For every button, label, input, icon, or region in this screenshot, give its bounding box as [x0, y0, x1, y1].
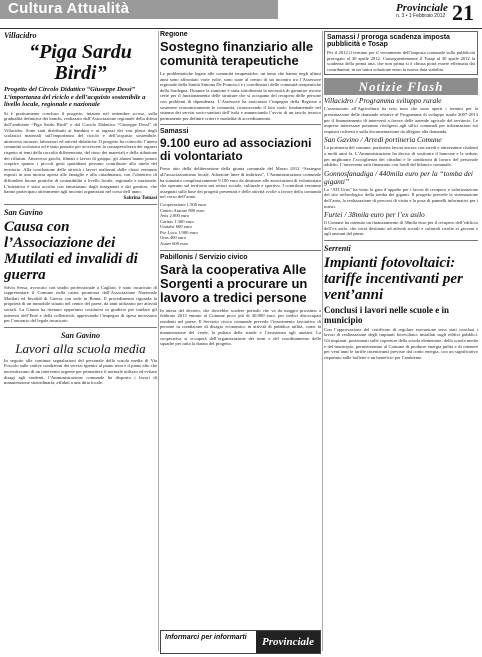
newspaper-logo: Provinciale [396, 2, 448, 14]
article-separator [4, 327, 157, 328]
ad-slogan: Informarci per informarti [161, 631, 256, 653]
section-band [0, 0, 278, 19]
column-divider [158, 31, 159, 651]
article-signature: Sabrina Tomasi [123, 195, 157, 201]
flash-body [324, 145, 478, 167]
article-text: Si è praticamente concluso il progetto, iniziato nel settembre scorso, sulla gradualità definitiva dei banchi, realizzato dall’Associazione regionale della difesa dell’ambiente “Piga Sardu Birdi” e dal Circolo Didattico “Giuseppe Dessì” di Villacidro. Sono stati distribuiti ai bambini e ai ragazzi dei vari plessi degli scolastici materiali sull’importanza del riciclo e dell’acquisto sostenibile, attraverso incontri, laboratori ed attività didattiche. Il progetto ha coinvolto l’intera comunità scolastica ed è stato pensato per accrescere la consapevolezza dei ragazzi rispetto ai temi della raccolta differenziata, del riuso dei materiali e della riduzione dei rifiutim. Attraverso giochi, filmati e lavori di gruppo, gli alunni hanno potuto scoprire quanto i piccoli gesti quotidiani possano contribuire alla tutela del territorio. Alla conclusione delle attività i lavori realizzati dalle classi verranno esposti in una mostra aperta alle famiglie e alla cittadinanza, con l’obiettivo di diffondere buone pratiche di sostenibilità a livello locale, regionale e nazionale. L’iniziativa è stata accolta con entusiasmo dagli insegnanti e dai genitori, che hanno partecipato attivamente agli incontri organizzati nel corso dell’anno. [4, 110, 157, 195]
article-location: Pabillonis / Servizio civico [160, 253, 248, 261]
article-separator [160, 250, 321, 251]
flash-body [324, 187, 478, 209]
article-text: Le problematiche legate alle comunità terapeutiche, un tema che hanno negli ultimi anni sono affrontato varie volte, sono state al centro di un incontro tra l’Assessore regionale della Sanità Simona De Francisci e i coordinatori delle comunità terapeutiche della Sardegna. Durante la riunione è stata sottolineata la necessità di garantire risorse certe per il funzionamento delle strutture che si occupano del recupero delle persone con problemi di dipendenza. L’Assessore ha assicurato l’impegno della Regione a sostenere economicamente le comunità, riconoscendo il loro ruolo fondamentale nel sistema dei servizi socio-sanitari dell’isola e annunciando l’avvio di un tavolo tecnico permanente per definire criteri e modalità di accreditamento. [160, 71, 321, 121]
article-separator [4, 204, 157, 205]
notice-text: Per il 2012 il termine per il versamento dell’imposta comunale sulla pubblicità prorogato al 30 aprile 2012. Conseguentemente il Tosap al 30 aprile 2012 la scadenza della prima rata, che non prima si è chiusa potrà essere effettuata dai contribuenti, in un’unica soluzione entro la nuova data stabilita. [327, 50, 475, 72]
flash-heading: Gonnosfanadiga / 440mila euro per la “tomba dei giganti” [324, 168, 473, 186]
article-text: Preso atto della deliberazione della giunta comunale del Marzo 2012 “Sostegno all’associazionismo locale. Adozione linee di indirizzo”, l’Amministrazione comunale ha stanziato complessivamente 9.100 euro da destinare alle associazioni di volontariato che operano sul territorio nei settori sociale, culturale e sportivo. I contributi verranno assegnati sulla base dei progetti presentati e delle attività svolte a favore della comunità nel corso dell’anno. [160, 166, 321, 200]
article-body [160, 71, 321, 121]
article-body [160, 166, 321, 200]
ad-logo: Provinciale [256, 631, 320, 653]
article-subtitle: Conclusi i lavori nelle scuole e in municipio [324, 304, 449, 325]
flash-body [324, 220, 478, 237]
article-location: San Gavino [4, 207, 43, 217]
page-number: 21 [452, 0, 474, 25]
article-separator [324, 240, 478, 241]
left-column [4, 31, 157, 651]
article-title: “Piga Sardu Birdi” [29, 41, 132, 84]
section-title: Cultura Attualità [8, 0, 130, 17]
contribution-list: Cooperazione 1.500 euro Centro Aiutare 800 euro Avis 2.000 euro Caritas 1.300 euro Unitalsi 600 euro Pro Loco 1.900 euro Oras 400 euro Auser 600 euro [160, 201, 207, 247]
right-column [324, 31, 478, 651]
notice-body [327, 50, 475, 72]
middle-column [160, 31, 321, 627]
article-body [4, 285, 157, 324]
article-title: Sarà la cooperativa Alle Sorgenti a procurare un lavoro a tredici persone [160, 261, 308, 305]
flash-heading: San Gavino / Arredi portineria Comune [324, 135, 442, 145]
article-location: Samassi [160, 128, 189, 136]
article-body [4, 111, 157, 195]
article-location: Serrenti [324, 243, 351, 253]
article-title: Impianti fotovoltaici: tariffe incentivanti per vent’anni [324, 254, 463, 303]
article-location: San Gavino [61, 330, 100, 340]
page-header [0, 0, 482, 28]
article-text: Con l’approvazione del certificato di regolare esecuzione sono stati conclusi i lavori di realizzazione degli impianti fotovoltaici installati sugli edifici pubblici. Gli impianti, posizionati sulle coperture della scuola elementare, della scuola media e del municipio, permetteranno al Comune di produrre energia pulita e di ottenere per vent’anni le tariffe incentivanti previste dal conto energia, con un significativo risparmio sulle bollette e un beneficio per l’ambiente. [324, 326, 478, 360]
article-separator [160, 124, 321, 125]
column-divider [322, 31, 323, 651]
article-location: Villacidro [4, 31, 37, 40]
flash-text: L’assessorato all’Agricoltura ha reso noto che sono aperti i termini per la presentazione delle domande relative al Programma di sviluppo rurale 2007-2013 per il finanziamento di interventi a favore delle aziende agricole del territorio. Le imprese interessate potranno rivolgersi agli uffici comunali per informazioni sui requisiti richiesti e sulla documentazione da allegare alla domanda. [324, 106, 478, 134]
article-body [160, 308, 321, 347]
article-title: 9.100 euro ad associazioni di volontariato [160, 136, 312, 164]
flash-text: Il Comune ha ottenuto un finanziamento di 38mila euro per il recupero dell’edificio dell’ex asilo, che verrà destinato ad attività sociali e culturali rivolte ai giovani e agli anziani del paese. [324, 220, 478, 237]
article-text: In seguito alle continue segnalazioni del personale della scuola media di Via Foscolo sulle cattive condizioni dei servizi igienici al piano terra e il piano alto che necessitavano di un intervento urgente per permettere il normale utilizzo ed evitare disagi agli studenti, l’Amministrazione comunale ha disposto i lavori di manutenzione straordinaria, affidati a una ditta locale. [4, 357, 157, 386]
article-location: Regione [160, 31, 188, 38]
notice-box [324, 31, 478, 75]
article-title: Lavori alla scuola media [15, 340, 146, 356]
article-text: Silvio Sessa, avvocato con studio professionale a Cagliari, è stato incaricato di rappresentare il Comune nella causa promossa dall’Associazione Nazionale Mutilati ed Invalidi di Guerra con sede in Roma. Il procedimento riguarda la proprietà di un immobile situato nel centro del paese, da anni utilizzato per attività sociali. La Giunta ha ritenuto opportuno costituirsi in giudizio per tutelare gli interessi dell’Ente e della collettività, approvando l’impegno di spesa necessario per l’onorario del legale incaricato. [4, 284, 157, 324]
article-body [4, 358, 157, 386]
flash-body [324, 106, 478, 134]
article-text: In attesa del decreto, che dovrebbe scadere periodo che va da maggio prossimo a febbraio 2013 entrato al Comune poco più di 40.000 euro, per tredici disoccupati residenti nel paese. Il Servizio civico comunale prevede l’inserimento lavorativo di persone in condizione di disagio economico in attività di pubblica utilità, come la manutenzione del verde, la pulizia delle strade e l’assistenza agli anziani. La cooperativa si occuperà dell’organizzazione dei turni e del coordinamento delle squadre per tutta la durata del progetto. [160, 307, 321, 347]
flash-text: La portineria del comune, portineria lavora ancora con arredi e attrezzature risalenti a molti anni fa. L’Amministrazione ha deciso di sostituire il bancone e le sedute, per migliorare l’accoglienza dei cittadini e le condizioni di lavoro del personale addetto. L’intervento sarà finanziato con fondi del bilancio comunale. [324, 145, 478, 168]
advertisement-box [160, 630, 321, 654]
news-flash-banner: Notizie Flash [324, 78, 478, 95]
flash-heading: Villacidro / Programma sviluppo rurale [324, 96, 442, 106]
article-title: Causa con l’Associazione dei Mutilati ed invalidi di guerra [4, 218, 138, 283]
flash-heading: Furtei / 38mila euro per l’ex asilo [324, 210, 425, 220]
issue-date: n. 3 • 1 Febbraio 2012 [396, 13, 446, 19]
article-body [324, 327, 478, 361]
article-title: Sostegno finanziario alle comunità terapeutiche [160, 39, 314, 68]
notice-title: Samassi / proroga scadenza imposta pubblicità e Tosap [327, 34, 450, 48]
header-rule [0, 28, 482, 29]
flash-text: La “ATI Uras” ha vinto la gara d’appalto per i lavori di recupero e valorizzazione del sito archeologico della tomba dei giganti. Il progetto prevede la sistemazione dell’area, la realizzazione di percorsi di visita e la posa di pannelli informativi per i turisti. [324, 186, 478, 209]
article-subtitle: Progetto del Circolo Didattico “Giuseppe Dessì” L’importanza del riciclo e dell’acquisto sostenibile a livello locale, regionale e nazionale [4, 86, 146, 109]
